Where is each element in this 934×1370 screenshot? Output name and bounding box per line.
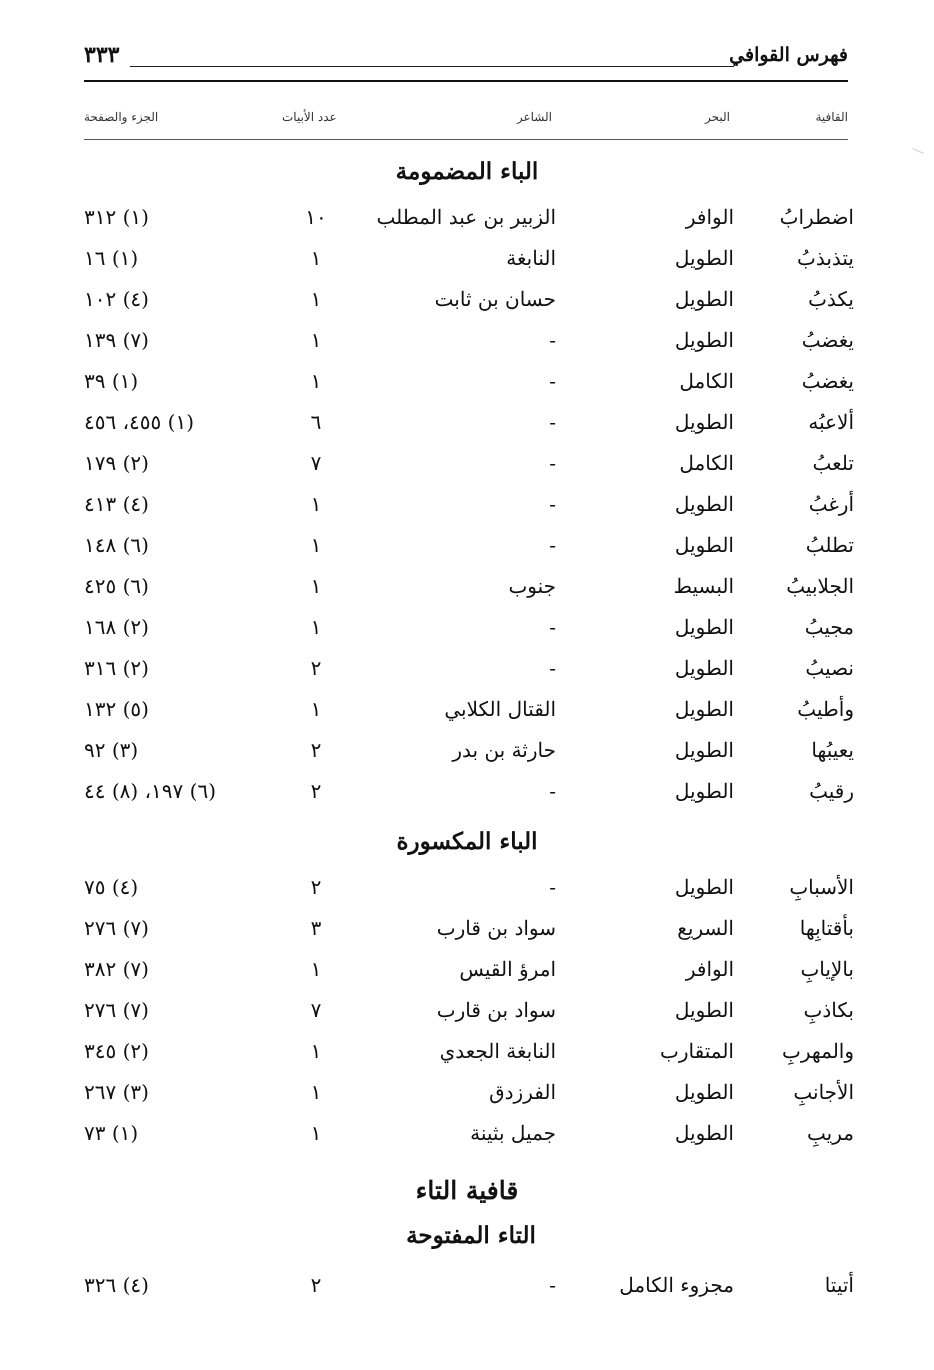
meter-cell: الطويل — [674, 998, 734, 1022]
volume-page-cell: (٤) ٧٥ — [84, 875, 139, 899]
index-row — [0, 402, 934, 442]
header-rule — [84, 80, 848, 82]
rhyme-cell: وأطيبُ — [797, 697, 854, 721]
header-leader-line — [130, 66, 734, 67]
volume-page-cell: (٣) ٩٢ — [84, 738, 139, 762]
meter-cell: الطويل — [674, 697, 734, 721]
verses-count-cell: ١٠ — [305, 205, 327, 229]
poet-cell: - — [549, 533, 556, 557]
meter-cell: الطويل — [674, 328, 734, 352]
volume-page-cell: (٢) ٣٤٥ — [84, 1039, 149, 1063]
rhyme-cell: يغضبُ — [801, 328, 854, 352]
index-row — [0, 607, 934, 647]
verses-count-cell: ١ — [310, 1080, 322, 1104]
rhyme-cell: الأسبابِ — [789, 875, 854, 899]
volume-page-cell: (٤) ١٠٢ — [84, 287, 149, 311]
meter-cell: الطويل — [674, 492, 734, 516]
volume-page-cell: (٤) ٤١٣ — [84, 492, 149, 516]
index-row — [0, 238, 934, 278]
index-row — [0, 1072, 934, 1112]
meter-cell: البسيط — [673, 574, 734, 598]
meter-cell: الطويل — [674, 246, 734, 270]
rhyme-cell: يغضبُ — [801, 369, 854, 393]
verses-count-cell: ١ — [310, 957, 322, 981]
verses-count-cell: ١ — [310, 246, 322, 270]
index-row — [0, 566, 934, 606]
meter-cell: الوافر — [685, 957, 734, 981]
poet-cell: - — [549, 615, 556, 639]
poet-cell: - — [549, 779, 556, 803]
meter-cell: الطويل — [674, 738, 734, 762]
rhyme-cell: الجلابيبُ — [786, 574, 854, 598]
rhyme-cell: رقيبُ — [809, 779, 854, 803]
rhyme-cell: بكاذبِ — [803, 998, 854, 1022]
poet-cell: سواد بن قارب — [436, 998, 556, 1022]
verses-count-cell: ١ — [310, 492, 322, 516]
volume-page-cell: (١) ١٦ — [84, 246, 139, 270]
index-row — [0, 1265, 934, 1305]
verses-count-cell: ١ — [310, 369, 322, 393]
index-row — [0, 525, 934, 565]
volume-page-cell: (٧) ٢٧٦ — [84, 998, 149, 1022]
volume-page-cell: (١) ٧٣ — [84, 1121, 139, 1145]
poet-cell: - — [549, 656, 556, 680]
index-row — [0, 689, 934, 729]
rhyme-cell: نصيبُ — [805, 656, 854, 680]
meter-cell: الطويل — [674, 1080, 734, 1104]
volume-page-cell: (٦) ١٩٧، (٨) ٤٤ — [84, 779, 216, 803]
poet-cell: سواد بن قارب — [436, 916, 556, 940]
verses-count-cell: ١ — [310, 1121, 322, 1145]
volume-page-cell: (٣) ٢٦٧ — [84, 1080, 149, 1104]
rhyme-cell: الأجانبِ — [793, 1080, 854, 1104]
rhyme-cell: بأقتابِها — [799, 916, 854, 940]
rhyme-cell: يعيبُها — [811, 738, 854, 762]
poet-cell: امرؤ القيس — [459, 957, 556, 981]
index-row — [0, 908, 934, 948]
volume-page-cell: (٦) ٤٢٥ — [84, 574, 149, 598]
verses-count-cell: ١ — [310, 574, 322, 598]
rhyme-cell: اضطرابُ — [779, 205, 854, 229]
column-header-poet: الشاعر — [516, 110, 552, 124]
poet-cell: جنوب — [508, 574, 556, 598]
volume-page-cell: (٧) ٢٧٦ — [84, 916, 149, 940]
rhyme-cell: مريبِ — [807, 1121, 854, 1145]
index-row — [0, 949, 934, 989]
verses-count-cell: ٢ — [310, 1273, 322, 1297]
meter-cell: السريع — [677, 916, 734, 940]
poet-cell: النابغة — [506, 246, 556, 270]
meter-cell: الطويل — [674, 410, 734, 434]
verses-count-cell: ٢ — [310, 779, 322, 803]
verses-count-cell: ١ — [310, 615, 322, 639]
verses-count-cell: ٣ — [310, 916, 322, 940]
verses-count-cell: ١ — [310, 697, 322, 721]
meter-cell: الكامل — [679, 369, 734, 393]
column-header-verses-count: عدد الأبيات — [282, 110, 337, 124]
rhyme-cell: تلعبُ — [812, 451, 854, 475]
index-row — [0, 771, 934, 811]
volume-page-cell: (٢) ١٧٩ — [84, 451, 149, 475]
volume-page-cell: (٥) ١٣٢ — [84, 697, 149, 721]
poet-cell: النابغة الجعدي — [439, 1039, 556, 1063]
rhyme-cell: والمهربِ — [782, 1039, 854, 1063]
page-number: ٣٣٣ — [84, 42, 120, 68]
verses-count-cell: ٢ — [310, 875, 322, 899]
poet-cell: - — [549, 1273, 556, 1297]
rhyme-cell: أرغبُ — [808, 492, 854, 516]
verses-count-cell: ٢ — [310, 738, 322, 762]
poet-cell: القتال الكلابي — [444, 697, 556, 721]
poet-cell: - — [549, 875, 556, 899]
volume-page-cell: (٧) ١٣٩ — [84, 328, 149, 352]
index-row — [0, 361, 934, 401]
rhyme-cell: يكذبُ — [808, 287, 854, 311]
verses-count-cell: ٧ — [310, 451, 322, 475]
poet-cell: - — [549, 492, 556, 516]
meter-cell: الطويل — [674, 533, 734, 557]
poet-cell: حسان بن ثابت — [434, 287, 556, 311]
poet-cell: - — [549, 369, 556, 393]
volume-page-cell: (١) ٤٥٥، ٤٥٦ — [84, 410, 195, 434]
column-header-volume-page: الجزء والصفحة — [84, 110, 159, 124]
verses-count-cell: ٢ — [310, 656, 322, 680]
poet-cell: الزبير بن عبد المطلب — [376, 205, 556, 229]
meter-cell: الطويل — [674, 656, 734, 680]
verses-count-cell: ١ — [310, 533, 322, 557]
rhyme-cell: أتيتا — [824, 1273, 854, 1297]
poet-cell: الفرزدق — [489, 1080, 556, 1104]
section-title-ta-maftuha: التاء المفتوحة — [406, 1222, 536, 1249]
rhyme-cell: مجيبُ — [804, 615, 854, 639]
meter-cell: الوافر — [685, 205, 734, 229]
section-title-ba-madmuma: الباء المضمومة — [395, 158, 539, 185]
rhyme-cell: تطلبُ — [805, 533, 854, 557]
column-header-rhyme: القافية — [815, 110, 848, 124]
major-section-title-ta: قافية التاء — [415, 1176, 519, 1205]
meter-cell: الطويل — [674, 615, 734, 639]
index-row — [0, 1113, 934, 1153]
index-row — [0, 197, 934, 237]
index-row — [0, 320, 934, 360]
volume-page-cell: (٤) ٣٢٦ — [84, 1273, 149, 1297]
rhyme-cell: بالإيابِ — [800, 957, 854, 981]
index-row — [0, 867, 934, 907]
meter-cell: الكامل — [679, 451, 734, 475]
poet-cell: جميل بثينة — [470, 1121, 556, 1145]
meter-cell: الطويل — [674, 287, 734, 311]
verses-count-cell: ١ — [310, 1039, 322, 1063]
poet-cell: حارثة بن بدر — [452, 738, 556, 762]
volume-page-cell: (٢) ٣١٦ — [84, 656, 149, 680]
running-header-title: فهرس القوافي — [729, 44, 848, 66]
rhyme-cell: ألاعبُه — [808, 410, 854, 434]
index-row — [0, 443, 934, 483]
column-header-rule — [84, 139, 848, 140]
meter-cell: الطويل — [674, 1121, 734, 1145]
volume-page-cell: (٦) ١٤٨ — [84, 533, 149, 557]
rhyme-cell: يتذبذبُ — [797, 246, 854, 270]
index-row — [0, 648, 934, 688]
verses-count-cell: ١ — [310, 328, 322, 352]
index-row — [0, 990, 934, 1030]
meter-cell: الطويل — [674, 779, 734, 803]
index-row — [0, 279, 934, 319]
meter-cell: المتقارب — [660, 1039, 734, 1063]
verses-count-cell: ٦ — [310, 410, 322, 434]
column-header-meter: البحر — [705, 110, 730, 124]
poet-cell: - — [549, 328, 556, 352]
section-title-ba-maksura: الباء المكسورة — [396, 828, 538, 855]
poet-cell: - — [549, 451, 556, 475]
volume-page-cell: (١) ٣٩ — [84, 369, 139, 393]
meter-cell: الطويل — [674, 875, 734, 899]
volume-page-cell: (٧) ٣٨٢ — [84, 957, 149, 981]
volume-page-cell: (١) ٣١٢ — [84, 205, 149, 229]
index-row — [0, 730, 934, 770]
verses-count-cell: ٧ — [310, 998, 322, 1022]
volume-page-cell: (٢) ١٦٨ — [84, 615, 149, 639]
verses-count-cell: ١ — [310, 287, 322, 311]
index-row — [0, 1031, 934, 1071]
meter-cell: مجزوء الكامل — [619, 1273, 734, 1297]
poet-cell: - — [549, 410, 556, 434]
index-row — [0, 484, 934, 524]
